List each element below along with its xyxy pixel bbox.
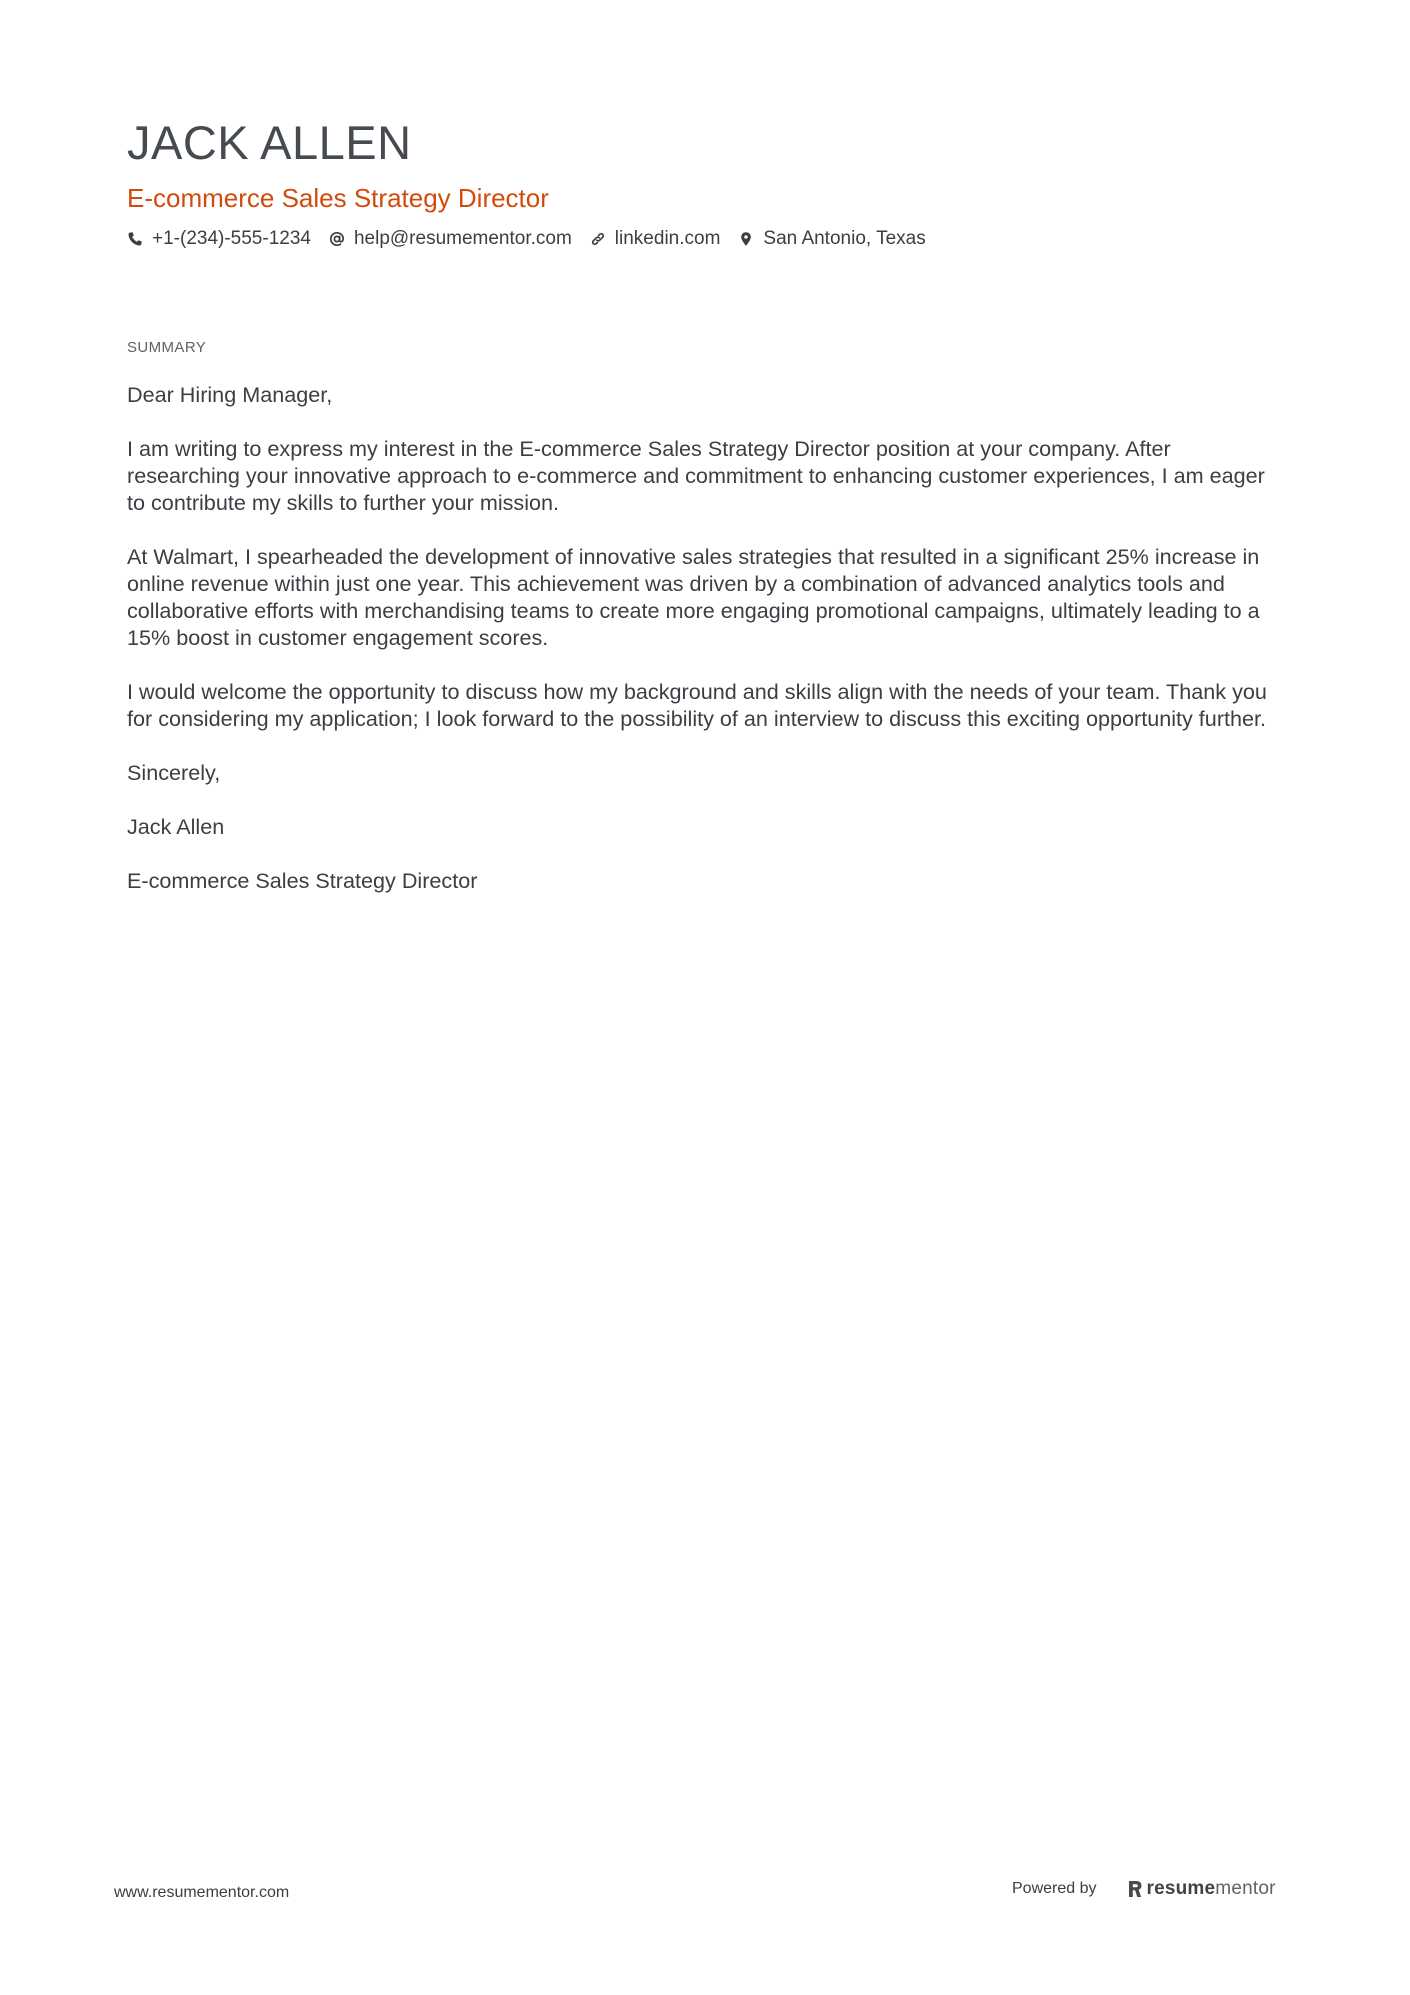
footer-branding: [1012, 1878, 1276, 1900]
letter-body: [127, 381, 1277, 921]
signature-name: Jack Allen: [127, 814, 225, 839]
candidate-name: JACK ALLEN: [127, 116, 412, 169]
letter-paragraph: I would welcome the opportunity to discuss how my background and skills align with the needs of your team. Thank you for considering my application; I look forward to the possibility of an interview to discuss this exciting opportunity further.: [127, 679, 1267, 731]
at-sign-icon: [329, 231, 345, 247]
contact-phone-text: +1-(234)-555-1234: [152, 228, 311, 249]
contact-email-text[interactable]: help@resumementor.com: [353, 228, 572, 249]
phone-icon: [127, 231, 143, 247]
powered-by-label: Powered by: [1012, 1880, 1097, 1897]
resumementor-logo-icon: [1127, 1879, 1143, 1899]
link-icon: [590, 231, 606, 247]
salutation: Dear Hiring Manager,: [127, 382, 333, 407]
summary-heading: SUMMARY: [127, 339, 207, 356]
contact-email[interactable]: [329, 226, 572, 252]
closing: Sincerely,: [127, 760, 221, 785]
contact-phone: [127, 226, 311, 252]
map-pin-icon: [738, 231, 754, 247]
letter-paragraph: I am writing to express my interest in the E-commerce Sales Strategy Director position at your company. After researching your innovative approach to e-commerce and commitment to enhancing customer experiences, I am eager to contribute my skills to further your mission.: [127, 436, 1265, 515]
brand-logo[interactable]: [1127, 1878, 1276, 1900]
footer-website[interactable]: www.resumementor.com: [114, 1884, 290, 1901]
letter-paragraph: At Walmart, I spearheaded the development of innovative sales strategies that resulted in a significant 25% increase in online revenue within just one year. This achievement was driven by a combination of advanced analytics tools and collaborative efforts with merchandising teams to create more engaging promotional campaigns, ultimately leading to a 15% boost in customer engagement scores.: [127, 544, 1260, 650]
brand-text-bold: resume: [1146, 1878, 1216, 1899]
contact-location: [738, 226, 925, 252]
contact-location-text: San Antonio, Texas: [763, 228, 926, 249]
signature-title: E-commerce Sales Strategy Director: [127, 868, 478, 893]
brand-text-light: mentor: [1215, 1878, 1276, 1899]
contact-website-text[interactable]: linkedin.com: [614, 228, 721, 249]
contact-bar: [127, 226, 944, 252]
candidate-role: E-commerce Sales Strategy Director: [127, 183, 549, 213]
contact-website[interactable]: [590, 226, 721, 252]
